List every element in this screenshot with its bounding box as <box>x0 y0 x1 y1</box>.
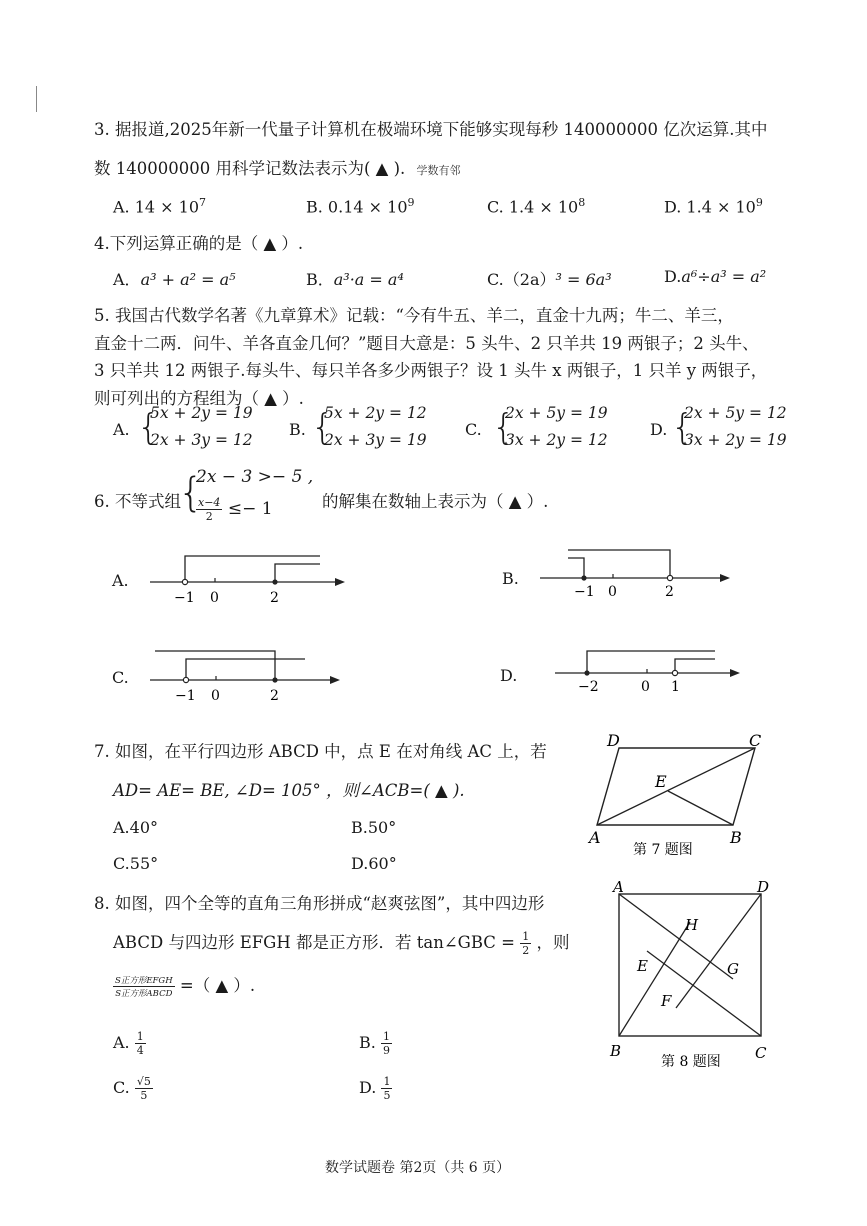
tick-label-neg1: −1 <box>574 584 595 600</box>
q8-option-b-den: 9 <box>382 1044 390 1057</box>
q5-option-a-brace: { <box>137 407 160 448</box>
tick-label-neg1: −1 <box>175 688 196 704</box>
region-left <box>587 651 715 673</box>
q3-option-b-exp: 9 <box>407 196 415 209</box>
q8-ratio-frac <box>113 974 175 999</box>
q7-caption: 第 7 题图 <box>633 842 693 858</box>
q8-option-c-label: C. <box>113 1078 130 1097</box>
label-a: A <box>613 878 624 896</box>
q5-option-d-eq1: 2x + 5y = 12 <box>684 404 787 422</box>
q4-option-a[interactable] <box>113 267 236 290</box>
q5-option-d-eq2: 3x + 2y = 19 <box>684 431 787 449</box>
q3-option-d-exp: 9 <box>755 196 763 209</box>
region-right <box>275 564 320 582</box>
q8-option-b-label: B. <box>359 1033 376 1052</box>
region-left-short <box>568 558 584 578</box>
q5-option-c-brace: { <box>492 407 515 448</box>
q3-line2-text: 数 140000000 用科学记数法表示为( ▲ ). <box>94 159 406 178</box>
q5-option-b-eq2: 2x + 3y = 19 <box>324 431 427 449</box>
q8-option-c-den: 5 <box>140 1089 148 1102</box>
q3-option-d[interactable] <box>664 196 763 216</box>
q3-option-a[interactable] <box>113 196 206 216</box>
region-right <box>186 659 305 680</box>
segment-be <box>668 791 733 825</box>
q6-option-c-label[interactable]: C. <box>112 668 129 687</box>
label-h: H <box>685 916 699 934</box>
q8-option-d[interactable] <box>359 1075 392 1102</box>
q5-option-c[interactable] <box>465 404 615 454</box>
q8-ratio-num: S正方形EFGH <box>115 976 173 986</box>
q8-option-d-label: D. <box>359 1078 377 1097</box>
q7-option-c[interactable]: C.55° <box>113 854 159 873</box>
page-footer: 数学试题卷 第2页（共 6 页） <box>325 1160 511 1176</box>
q4-option-d[interactable] <box>664 267 766 286</box>
q8-option-a-frac <box>135 1030 146 1057</box>
hollow-dot-neg1 <box>182 579 187 584</box>
q8-option-b-num: 1 <box>382 1030 390 1043</box>
tick-label-2: 2 <box>270 688 279 704</box>
q4-option-a-label: A． <box>113 270 141 289</box>
q3-option-c-label: C. 1.4 × 10 <box>487 197 579 217</box>
q3-line1: 3. 据报道,2025年新一代量子计算机在极端环境下能够实现每秒 140000000 亿次运算.其中 <box>94 120 768 139</box>
q5-option-a[interactable] <box>113 404 263 454</box>
hollow-dot-2 <box>667 575 672 580</box>
q3-option-b[interactable] <box>306 196 415 216</box>
q5-line1: 5. 我国古代数学名著《九章算术》记载：“今有牛五、羊二，直金十九两；牛二、羊三， <box>94 306 734 325</box>
q5-option-b-eq1: 5x + 2y = 12 <box>324 404 427 422</box>
q4-option-d-label: D. <box>664 267 682 286</box>
label-d: D <box>607 731 620 750</box>
q8-option-d-frac <box>381 1075 392 1102</box>
q6-ineq2-rest: ≤− 1 <box>227 499 273 519</box>
solid-dot-2 <box>272 677 277 682</box>
solid-dot-2 <box>272 579 277 584</box>
q6-option-a-label[interactable]: A. <box>112 571 129 590</box>
q5-option-c-eq2: 3x + 2y = 12 <box>505 431 608 449</box>
q3-option-a-exp: 7 <box>199 196 207 209</box>
q6-frac <box>196 496 222 523</box>
tick-label-neg1: −1 <box>174 590 195 606</box>
q6-suffix: 的解集在数轴上表示为（ ▲ ）. <box>322 492 549 511</box>
q8-tan-frac <box>520 930 531 957</box>
q5-line3: 3 只羊共 12 两银子.每头牛、每只羊各多少两银子？设 1 头牛 x 两银子，1 只羊 y 两银子， <box>94 361 768 380</box>
q3-option-d-label: D. 1.4 × 10 <box>664 197 756 217</box>
q5-option-a-eq1: 5x + 2y = 19 <box>150 404 253 422</box>
q8-line3 <box>113 972 255 999</box>
q8-option-c-frac <box>135 1075 153 1102</box>
q8-line3-end: =（ ▲ ）. <box>179 976 256 995</box>
q8-caption: 第 8 题图 <box>661 1054 721 1070</box>
q5-line2: 直金十二两．问牛、羊各直金几何？”题目大意是：5 头牛、2 只羊共 19 两银子；2 头牛、 <box>94 334 759 353</box>
q5-option-b-label: B. <box>289 420 306 439</box>
q6-option-b-label[interactable]: B. <box>502 569 519 588</box>
region-left <box>185 556 320 582</box>
q8-option-b[interactable] <box>359 1030 392 1057</box>
q4-option-b-math: a³·a = a⁴ <box>333 270 404 289</box>
q4-stem: 4.下列运算正确的是（ ▲ ）. <box>94 234 304 253</box>
tick-label-0: 0 <box>641 679 650 695</box>
q6-option-b-numberline[interactable] <box>540 540 740 600</box>
q5-option-d-label: D. <box>650 420 668 439</box>
q4-option-c-math: ³ = 6a³ <box>555 270 612 289</box>
q8-option-a-label: A. <box>113 1033 130 1052</box>
arrow-head <box>335 578 345 586</box>
q8-figure <box>605 878 785 1073</box>
q4-option-c[interactable] <box>487 267 612 290</box>
label-e: E <box>655 772 667 791</box>
region-right <box>675 659 715 673</box>
segment-df <box>676 894 761 1008</box>
q8-option-c[interactable] <box>113 1075 153 1102</box>
q8-option-d-num: 1 <box>383 1075 391 1088</box>
q8-option-c-num: √5 <box>136 1075 151 1088</box>
q3-option-c[interactable] <box>487 196 585 216</box>
tick-label-1: 1 <box>671 679 680 695</box>
q6-frac-den: 2 <box>205 510 213 523</box>
tick-label-2: 2 <box>665 584 674 600</box>
tick-label-neg2: −2 <box>578 679 599 695</box>
q4-option-d-math: a⁶÷a³ = a² <box>681 267 767 286</box>
q8-line2-text: ABCD 与四边形 EFGH 都是正方形．若 tan∠GBC = <box>113 933 515 952</box>
q5-option-d[interactable] <box>650 404 800 454</box>
label-f: F <box>661 992 672 1010</box>
q6-option-a-numberline[interactable] <box>150 550 350 610</box>
q8-option-a[interactable] <box>113 1030 146 1057</box>
hollow-dot-1 <box>672 670 677 675</box>
q6-frac-num: x−4 <box>198 496 221 509</box>
q5-option-b[interactable] <box>289 404 439 454</box>
region-left <box>155 651 275 680</box>
q3-option-b-label: B. 0.14 × 10 <box>306 197 408 217</box>
tick-label-2: 2 <box>270 590 279 606</box>
q6-prefix: 6. 不等式组 <box>94 492 181 511</box>
q4-option-c-label: C.（2a） <box>487 270 556 289</box>
tick-label-0: 0 <box>608 584 617 600</box>
segment-bh <box>619 922 690 1036</box>
q8-line1: 8. 如图，四个全等的直角三角形拼成“赵爽弦图”，其中四边形 <box>94 894 545 913</box>
label-b: B <box>610 1042 622 1060</box>
q4-option-b[interactable] <box>306 267 404 290</box>
label-d: D <box>757 878 770 896</box>
q8-ratio-den: S正方形ABCD <box>115 989 173 999</box>
q5-option-b-brace: { <box>311 407 334 448</box>
q6-option-d-numberline[interactable] <box>555 643 755 703</box>
q6-ineq1: 2x − 3 >− 5 , <box>196 467 314 487</box>
label-a: A <box>589 828 601 847</box>
q3-option-c-exp: 8 <box>578 196 586 209</box>
tick-label-0: 0 <box>211 688 220 704</box>
q3-watermark: 学数有邻 <box>416 164 461 177</box>
q8-tan-den: 2 <box>522 944 530 957</box>
q5-line4: 则可列出的方程组为（ ▲ ）. <box>94 389 304 408</box>
q3-option-a-label: A. 14 × 10 <box>113 197 200 217</box>
q6-ineq2 <box>196 496 273 523</box>
label-g: G <box>727 960 739 978</box>
label-e: E <box>637 957 648 975</box>
q7-figure <box>585 730 775 865</box>
label-c: C <box>749 731 762 750</box>
hollow-dot-neg1 <box>183 677 188 682</box>
diagonal-ac <box>597 748 755 825</box>
q6-option-c-numberline[interactable] <box>150 645 350 705</box>
q5-option-a-eq2: 2x + 3y = 12 <box>150 431 253 449</box>
q3-line2 <box>94 155 461 179</box>
q8-line2-end: ，则 <box>536 933 570 952</box>
q8-option-a-num: 1 <box>136 1030 144 1043</box>
q7-option-b[interactable]: B.50° <box>351 818 397 837</box>
q7-option-d[interactable]: D.60° <box>351 854 397 873</box>
q5-option-c-label: C. <box>465 420 482 439</box>
label-c: C <box>755 1044 767 1062</box>
region-left <box>568 550 670 578</box>
q8-tan-num: 1 <box>522 930 530 943</box>
q8-option-a-den: 4 <box>136 1044 144 1057</box>
q4-option-b-label: B． <box>306 270 334 289</box>
q5-option-d-brace: { <box>671 407 694 448</box>
q7-option-a[interactable]: A.40° <box>113 818 158 837</box>
margin-mark <box>36 86 37 112</box>
solid-dot-neg2 <box>584 670 589 675</box>
q5-option-c-eq1: 2x + 5y = 19 <box>505 404 608 422</box>
q6-option-d-label[interactable]: D. <box>500 666 518 685</box>
tick-label-0: 0 <box>210 590 219 606</box>
solid-dot-neg1 <box>581 575 586 580</box>
label-b: B <box>730 828 742 847</box>
q4-option-a-math: a³ + a² = a⁵ <box>140 270 236 289</box>
q8-option-b-frac <box>381 1030 392 1057</box>
q7-line1: 7. 如图，在平行四边形 ABCD 中，点 E 在对角线 AC 上，若 <box>94 742 547 761</box>
q6-brace: { <box>178 470 204 516</box>
q8-option-d-den: 5 <box>383 1089 391 1102</box>
q8-line2 <box>113 929 569 957</box>
arrow-head <box>720 574 730 582</box>
arrow-head <box>730 669 740 677</box>
q5-option-a-label: A. <box>113 420 130 439</box>
arrow-head <box>330 676 340 684</box>
q7-line2: AD= AE= BE, ∠D= 105° ，则∠ACB=( ▲ ). <box>113 781 465 800</box>
